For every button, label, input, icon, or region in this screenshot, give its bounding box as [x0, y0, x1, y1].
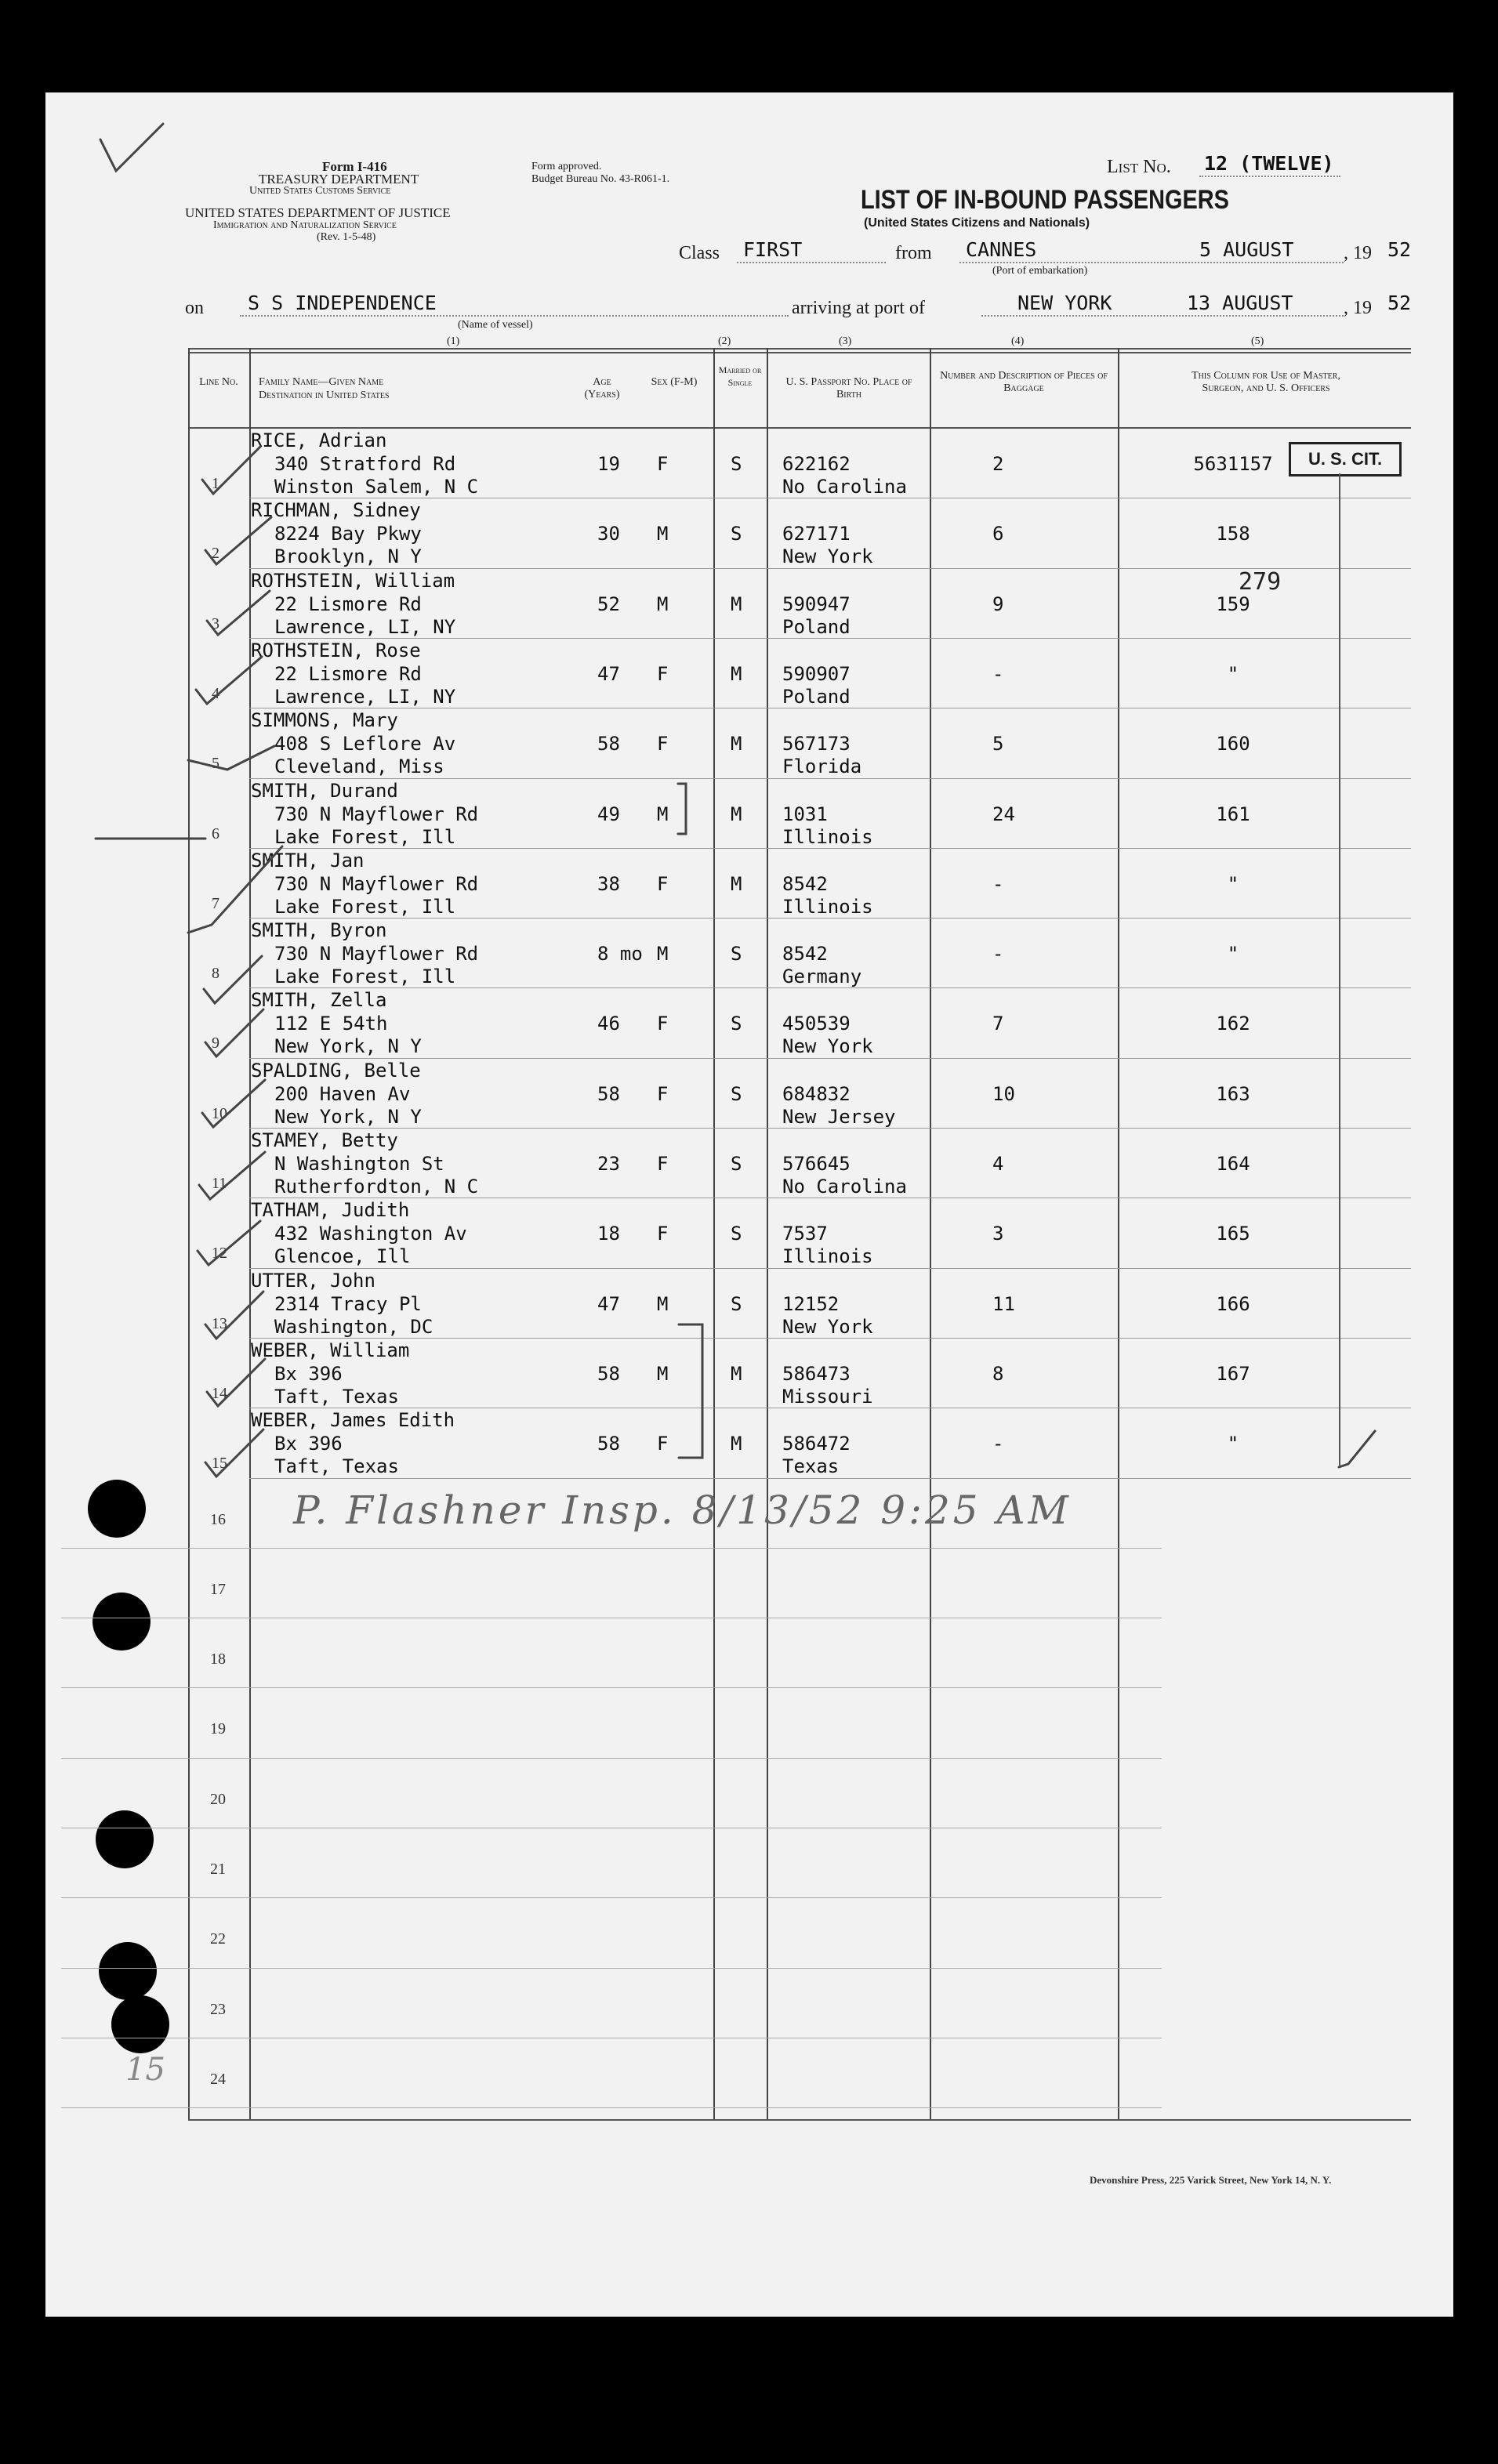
- line-number: 6: [212, 824, 219, 842]
- marital-status: S: [731, 1013, 742, 1035]
- arrival-port: NEW YORK: [1017, 292, 1112, 314]
- margin-note: 15: [125, 2052, 165, 2088]
- passport-number: 627171: [782, 523, 851, 545]
- arriving-label: arriving at port of: [792, 298, 925, 318]
- place-of-birth: New York: [782, 1035, 873, 1058]
- passenger-name: SMITH, Jan: [251, 849, 365, 871]
- age: 47: [597, 1292, 620, 1315]
- baggage-count: 5: [992, 733, 1004, 756]
- address-city: Lake Forest, Ill: [274, 966, 456, 988]
- year-prefix-2: , 19: [1344, 298, 1372, 318]
- place-of-birth: Illinois: [782, 895, 873, 918]
- year-2: 52: [1387, 292, 1412, 314]
- line-number: 13: [212, 1314, 227, 1332]
- marital-status: S: [731, 943, 742, 966]
- sex: F: [657, 1433, 669, 1455]
- passenger-name: ROTHSTEIN, Rose: [251, 639, 421, 661]
- address-city: Lawrence, LI, NY: [274, 615, 456, 638]
- check-mark-icon: [199, 1152, 265, 1199]
- officer-number: ": [1227, 1433, 1239, 1455]
- check-mark-icon: [202, 1080, 265, 1127]
- age: 58: [597, 1362, 620, 1385]
- baggage-count: 8: [992, 1362, 1004, 1385]
- line-number: 1: [212, 475, 219, 492]
- address-city: Cleveland, Miss: [274, 756, 444, 778]
- baggage-count: -: [992, 872, 1004, 895]
- passenger-name: WEBER, James Edith: [251, 1409, 455, 1432]
- check-mark-icon: [204, 956, 262, 1003]
- header-officers: This Column for Use of Master, Surgeon, and U. S. Officers: [1192, 370, 1340, 394]
- officer-number: 161: [1216, 803, 1250, 825]
- col-number: (3): [839, 335, 852, 347]
- address-city: Lake Forest, Ill: [274, 825, 456, 848]
- age: 8 mo: [597, 943, 643, 966]
- passport-number: 590907: [782, 662, 851, 685]
- baggage-count: 11: [992, 1292, 1015, 1315]
- check-mark-icon: [205, 1429, 263, 1477]
- age: 46: [597, 1013, 620, 1035]
- check-mark-icon: [205, 517, 271, 564]
- passport-number: 7537: [782, 1223, 828, 1245]
- address-city: New York, N Y: [274, 1105, 422, 1128]
- place-of-birth: New Jersey: [782, 1105, 896, 1128]
- col-number: (2): [718, 335, 731, 347]
- sex: M: [657, 803, 669, 825]
- marital-status: S: [731, 1223, 742, 1245]
- header-age: Age (Years): [584, 376, 620, 400]
- passport-number: 586473: [782, 1362, 851, 1385]
- officer-number: 164: [1216, 1153, 1250, 1175]
- address-street: 22 Lismore Rd: [274, 592, 422, 615]
- line-number: 20: [210, 1790, 226, 1808]
- on-label: on: [185, 298, 204, 318]
- address-street: 432 Washington Av: [274, 1223, 467, 1245]
- check-mark-icon: [196, 657, 262, 704]
- baggage-count: 9: [992, 592, 1004, 615]
- marital-status: S: [731, 453, 742, 475]
- address-city: Brooklyn, N Y: [274, 545, 422, 568]
- baggage-count: 7: [992, 1013, 1004, 1035]
- address-street: 730 N Mayflower Rd: [274, 943, 479, 966]
- officer-number: 5631157: [1193, 453, 1273, 475]
- passenger-name: TATHAM, Judith: [251, 1199, 410, 1222]
- sex: F: [657, 1153, 669, 1175]
- year-1: 52: [1387, 238, 1412, 261]
- address-city: Lake Forest, Ill: [274, 895, 456, 918]
- line-number: 14: [212, 1384, 227, 1402]
- place-of-birth: Poland: [782, 685, 851, 708]
- header-destination: Destination in United States: [259, 390, 390, 401]
- place-of-birth: Florida: [782, 756, 862, 778]
- sex: F: [657, 662, 669, 685]
- line-number: 19: [210, 1720, 226, 1738]
- place-of-birth: No Carolina: [782, 1176, 907, 1198]
- age: 58: [597, 1433, 620, 1455]
- passenger-name: SMITH, Byron: [251, 919, 387, 942]
- treasury-dept: TREASURY DEPARTMENT: [259, 172, 419, 187]
- line-number: 23: [210, 2000, 226, 2018]
- line-number: 4: [212, 684, 219, 702]
- place-of-birth: Illinois: [782, 825, 873, 848]
- justice-dept: UNITED STATES DEPARTMENT OF JUSTICE: [185, 205, 451, 220]
- age: 47: [597, 662, 620, 685]
- officer-number: 159: [1216, 592, 1250, 615]
- address-street: N Washington St: [274, 1153, 444, 1175]
- age: 23: [597, 1153, 620, 1175]
- address-street: 112 E 54th: [274, 1013, 388, 1035]
- check-mark-icon: [188, 846, 282, 933]
- passport-number: 590947: [782, 592, 851, 615]
- line-number: 17: [210, 1580, 226, 1598]
- arrival-date: 13 AUGUST: [1187, 292, 1293, 314]
- baggage-count: 10: [992, 1082, 1015, 1105]
- class-label: Class: [679, 243, 720, 263]
- line-number: 16: [210, 1510, 226, 1528]
- passenger-name: WEBER, William: [251, 1339, 410, 1361]
- vessel-note: (Name of vessel): [458, 319, 533, 331]
- sex: F: [657, 1223, 669, 1245]
- col-number: (5): [1251, 335, 1264, 347]
- place-of-birth: No Carolina: [782, 476, 907, 498]
- officer-number: ": [1227, 943, 1239, 966]
- passport-number: 1031: [782, 803, 828, 825]
- col-number: (4): [1011, 335, 1025, 347]
- address-city: Washington, DC: [274, 1315, 433, 1338]
- sex: M: [657, 1292, 669, 1315]
- inspector-signature: P. Flashner Insp. 8/13/52 9:25 AM: [293, 1487, 1072, 1533]
- marital-status: S: [731, 1082, 742, 1105]
- passport-number: 8542: [782, 872, 828, 895]
- place-of-birth: Poland: [782, 615, 851, 638]
- address-street: 22 Lismore Rd: [274, 662, 422, 685]
- marital-status: M: [731, 592, 742, 615]
- port-of-embarkation: CANNES: [966, 238, 1037, 261]
- vessel-name: S S INDEPENDENCE: [248, 292, 437, 314]
- passenger-name: RICE, Adrian: [251, 429, 387, 451]
- passport-number: 586472: [782, 1433, 851, 1455]
- sex: M: [657, 592, 669, 615]
- us-citizen-stamp: U. S. CIT.: [1289, 442, 1402, 476]
- marital-status: M: [731, 803, 742, 825]
- marital-status: S: [731, 1153, 742, 1175]
- age: 38: [597, 872, 620, 895]
- officer-number: 166: [1216, 1292, 1250, 1315]
- line-number: 12: [212, 1245, 227, 1263]
- baggage-count: -: [992, 662, 1004, 685]
- officer-number: ": [1227, 872, 1239, 895]
- marital-status: S: [731, 1292, 742, 1315]
- budget-bureau: Budget Bureau No. 43-R061-1.: [531, 173, 670, 185]
- stamp-number: 279: [1239, 568, 1282, 596]
- age: 52: [597, 592, 620, 615]
- passenger-name: SIMMONS, Mary: [251, 709, 398, 732]
- passenger-name: RICHMAN, Sidney: [251, 499, 421, 522]
- address-street: 8224 Bay Pkwy: [274, 523, 422, 545]
- officer-number: 165: [1216, 1223, 1250, 1245]
- age: 19: [597, 453, 620, 475]
- header-married: Married or Single: [718, 364, 762, 388]
- baggage-count: -: [992, 1433, 1004, 1455]
- officer-number: ": [1227, 662, 1239, 685]
- customs-service: United States Customs Service: [249, 185, 391, 197]
- class-value: FIRST: [743, 238, 803, 261]
- address-city: Lawrence, LI, NY: [274, 685, 456, 708]
- check-mark-icon: [198, 1221, 260, 1265]
- passenger-name: SMITH, Zella: [251, 989, 387, 1012]
- line-number: 3: [212, 614, 219, 632]
- address-street: 200 Haven Av: [274, 1082, 411, 1105]
- place-of-birth: Germany: [782, 966, 862, 988]
- passenger-name: STAMEY, Betty: [251, 1129, 398, 1151]
- check-mark-icon: [207, 1359, 265, 1406]
- line-number: 2: [212, 545, 219, 563]
- address-city: Taft, Texas: [274, 1455, 399, 1478]
- baggage-count: 4: [992, 1153, 1004, 1175]
- baggage-count: 24: [992, 803, 1015, 825]
- line-number: 8: [212, 965, 219, 983]
- officer-number: 162: [1216, 1013, 1250, 1035]
- place-of-birth: New York: [782, 1315, 873, 1338]
- line-number: 24: [210, 2070, 226, 2088]
- passenger-name: SMITH, Durand: [251, 779, 398, 802]
- baggage-count: -: [992, 943, 1004, 966]
- printer-credit: Devonshire Press, 225 Varick Street, New York 14, N. Y.: [1090, 2174, 1332, 2186]
- form-approved: Form approved.: [531, 161, 602, 172]
- officer-number: 163: [1216, 1082, 1250, 1105]
- address-city: New York, N Y: [274, 1035, 422, 1058]
- list-no-label: List No.: [1107, 157, 1171, 177]
- line-number: 7: [212, 894, 219, 912]
- sex: F: [657, 733, 669, 756]
- passenger-name: UTTER, John: [251, 1269, 375, 1292]
- address-street: Bx 396: [274, 1362, 343, 1385]
- line-number: 21: [210, 1861, 226, 1878]
- address-city: Taft, Texas: [274, 1385, 399, 1408]
- address-street: 730 N Mayflower Rd: [274, 803, 479, 825]
- marital-status: M: [731, 1362, 742, 1385]
- form-subtitle: (United States Citizens and Nationals): [864, 216, 1090, 230]
- marital-status: M: [731, 1433, 742, 1455]
- passport-number: 684832: [782, 1082, 851, 1105]
- baggage-count: 6: [992, 523, 1004, 545]
- sex: M: [657, 1362, 669, 1385]
- age: 58: [597, 733, 620, 756]
- revision: (Rev. 1-5-48): [317, 231, 376, 243]
- sex: F: [657, 1082, 669, 1105]
- baggage-count: 3: [992, 1223, 1004, 1245]
- sex: F: [657, 1013, 669, 1035]
- header-baggage: Number and Description of Pieces of Baggage: [940, 370, 1108, 394]
- passport-number: 567173: [782, 733, 851, 756]
- line-number: 5: [212, 755, 219, 773]
- passenger-name: ROTHSTEIN, William: [251, 569, 455, 592]
- header-sex: Sex (F-M): [651, 376, 698, 388]
- line-number: 15: [212, 1455, 227, 1473]
- sex: F: [657, 453, 669, 475]
- col-number: (1): [447, 335, 460, 347]
- list-no-value: 12 (TWELVE): [1204, 152, 1334, 175]
- address-street: 408 S Leflore Av: [274, 733, 456, 756]
- address-city: Rutherfordton, N C: [274, 1176, 479, 1198]
- officer-number: 167: [1216, 1362, 1250, 1385]
- address-street: 730 N Mayflower Rd: [274, 872, 479, 895]
- ins-name: Immigration and Naturalization Service: [213, 219, 397, 231]
- age: 58: [597, 1082, 620, 1105]
- passport-number: 12152: [782, 1292, 840, 1315]
- sex: M: [657, 523, 669, 545]
- form-number: Form I-416: [322, 159, 387, 174]
- address-street: 340 Stratford Rd: [274, 453, 456, 475]
- line-number: 22: [210, 1930, 226, 1948]
- header-passport: U. S. Passport No. Place of Birth: [785, 376, 912, 400]
- marital-status: S: [731, 523, 742, 545]
- place-of-birth: New York: [782, 545, 873, 568]
- check-mark-icon: [207, 591, 270, 635]
- age: 18: [597, 1223, 620, 1245]
- check-mark-icon: [1339, 1431, 1375, 1467]
- officer-number: 158: [1216, 523, 1250, 545]
- line-number: 10: [212, 1104, 227, 1122]
- age: 49: [597, 803, 620, 825]
- officer-number: 160: [1216, 733, 1250, 756]
- place-of-birth: Texas: [782, 1455, 840, 1478]
- check-mark-icon: [205, 1009, 263, 1056]
- header-name: Family Name—Given Name: [259, 376, 384, 388]
- check-mark-icon: [205, 1292, 263, 1339]
- address-city: Glencoe, Ill: [274, 1245, 411, 1268]
- embark-note: (Port of embarkation): [992, 265, 1088, 277]
- check-mark-icon: [188, 746, 274, 770]
- passport-number: 8542: [782, 943, 828, 966]
- address-city: Winston Salem, N C: [274, 476, 479, 498]
- marital-status: M: [731, 662, 742, 685]
- form-title: LIST OF IN-BOUND PASSENGERS: [861, 185, 1229, 215]
- age: 30: [597, 523, 620, 545]
- year-prefix-1: , 19: [1344, 243, 1372, 263]
- passport-number: 450539: [782, 1013, 851, 1035]
- line-number: 11: [212, 1175, 227, 1192]
- sex: M: [657, 943, 669, 966]
- line-number: 9: [212, 1035, 219, 1053]
- baggage-count: 2: [992, 453, 1004, 475]
- passenger-name: SPALDING, Belle: [251, 1059, 421, 1082]
- marital-status: M: [731, 733, 742, 756]
- from-label: from: [895, 243, 932, 263]
- check-mark-icon: [202, 447, 260, 494]
- header-line-no: Line No.: [199, 376, 238, 388]
- check-mark-icon: [100, 124, 163, 171]
- passport-number: 576645: [782, 1153, 851, 1175]
- place-of-birth: Illinois: [782, 1245, 873, 1268]
- departure-date: 5 AUGUST: [1199, 238, 1294, 261]
- place-of-birth: Missouri: [782, 1385, 873, 1408]
- sex: F: [657, 872, 669, 895]
- address-street: 2314 Tracy Pl: [274, 1292, 422, 1315]
- line-number: 18: [210, 1651, 226, 1669]
- marital-status: M: [731, 872, 742, 895]
- passport-number: 622162: [782, 453, 851, 475]
- address-street: Bx 396: [274, 1433, 343, 1455]
